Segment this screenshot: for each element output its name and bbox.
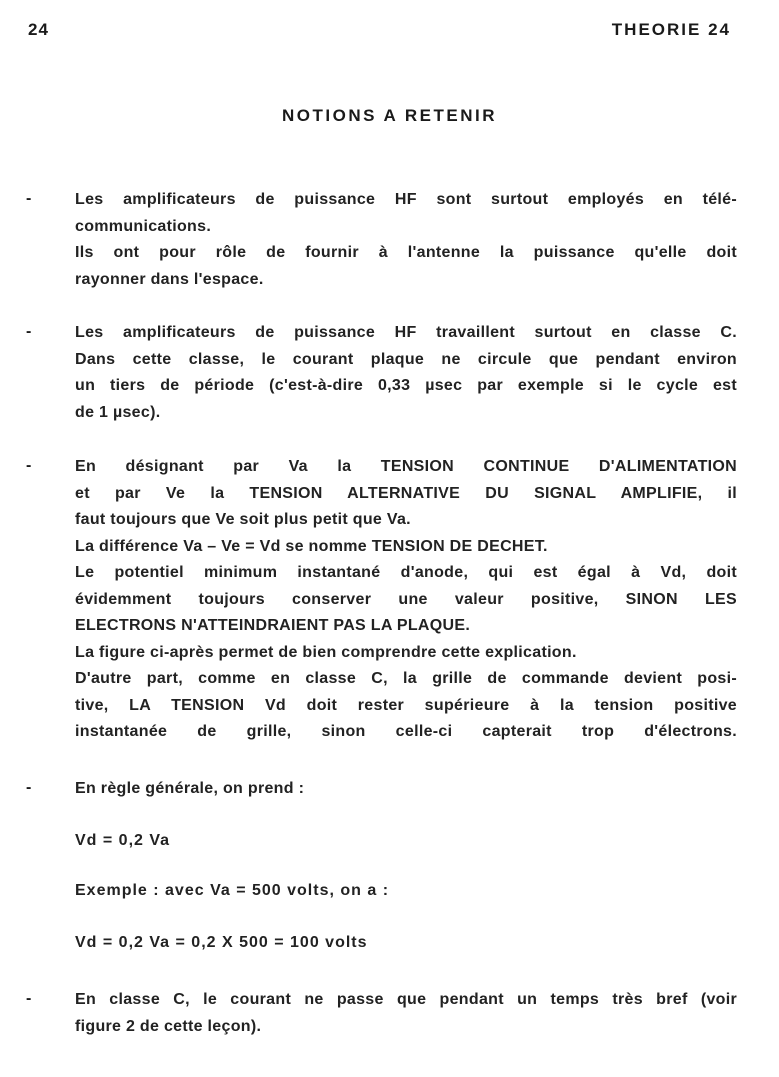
- text-line: En désignant par Va la TENSION CONTINUE D'ALIMENTATION: [75, 458, 737, 475]
- example-text: Exemple : avec Va = 500 volts, on a :: [75, 882, 390, 899]
- text-line: de 1 µsec).: [75, 403, 161, 421]
- text-line: tive, LA TENSION Vd doit rester supérieure à la tension positive: [75, 696, 737, 714]
- text-line: D'autre part, comme en classe C, la grille de commande devient posi-: [75, 670, 737, 687]
- text-line: En règle générale, on prend :: [75, 780, 305, 797]
- text-line: communications.: [75, 217, 212, 235]
- text-line: Les amplificateurs de puissance HF sont surtout employés en télé-: [75, 191, 737, 208]
- text-line: Les amplificateurs de puissance HF travaillent surtout en classe C.: [75, 324, 737, 341]
- paragraph-class-c-current: [75, 987, 737, 1040]
- bullet-marker: -: [26, 779, 32, 796]
- page-number: 24: [28, 20, 49, 39]
- text-line: En classe C, le courant ne passe que pendant un temps très bref (voir: [75, 991, 737, 1008]
- bullet-marker: -: [26, 457, 32, 474]
- paragraph-class-c: [75, 320, 737, 426]
- section-header: THEORIE 24: [611, 20, 731, 39]
- text-line: rayonner dans l'espace.: [75, 270, 264, 288]
- paragraph-tension-dechet: [75, 454, 737, 746]
- page-title: NOTIONS A RETENIR: [281, 106, 498, 125]
- bullet-marker: -: [26, 323, 32, 340]
- text-line: figure 2 de cette leçon).: [75, 1017, 262, 1035]
- paragraph-general-rule: [75, 776, 737, 803]
- text-line: Dans cette classe, le courant plaque ne circule que pendant environ: [75, 350, 737, 368]
- text-line: faut toujours que Ve soit plus petit que Va.: [75, 511, 411, 528]
- text-line: évidemment toujours conserver une valeur positive, SINON LES: [75, 590, 737, 608]
- formula-vd-computed: Vd = 0,2 Va = 0,2 X 500 = 100 volts: [75, 934, 368, 951]
- text-line: et par Ve la TENSION ALTERNATIVE DU SIGNAL AMPLIFIE, il: [75, 484, 737, 502]
- text-line: Ils ont pour rôle de fournir à l'antenne la puissance qu'elle doit: [75, 244, 737, 261]
- text-line: Le potentiel minimum instantané d'anode, qui est égal à Vd, doit: [75, 564, 737, 581]
- formula-vd: Vd = 0,2 Va: [75, 832, 171, 849]
- bullet-marker: -: [26, 990, 32, 1007]
- bullet-marker: -: [26, 190, 32, 207]
- text-line: La différence Va – Ve = Vd se nomme TENSION DE DECHET.: [75, 537, 548, 555]
- paragraph-hf-amplifiers: [75, 187, 737, 293]
- text-line: ELECTRONS N'ATTEINDRAIENT PAS LA PLAQUE.: [75, 617, 471, 634]
- text-line: instantanée de grille, sinon celle-ci capterait trop d'électrons.: [75, 723, 737, 740]
- text-line: un tiers de période (c'est-à-dire 0,33 µsec par exemple si le cycle est: [75, 377, 737, 394]
- text-line: La figure ci-après permet de bien comprendre cette explication.: [75, 643, 577, 661]
